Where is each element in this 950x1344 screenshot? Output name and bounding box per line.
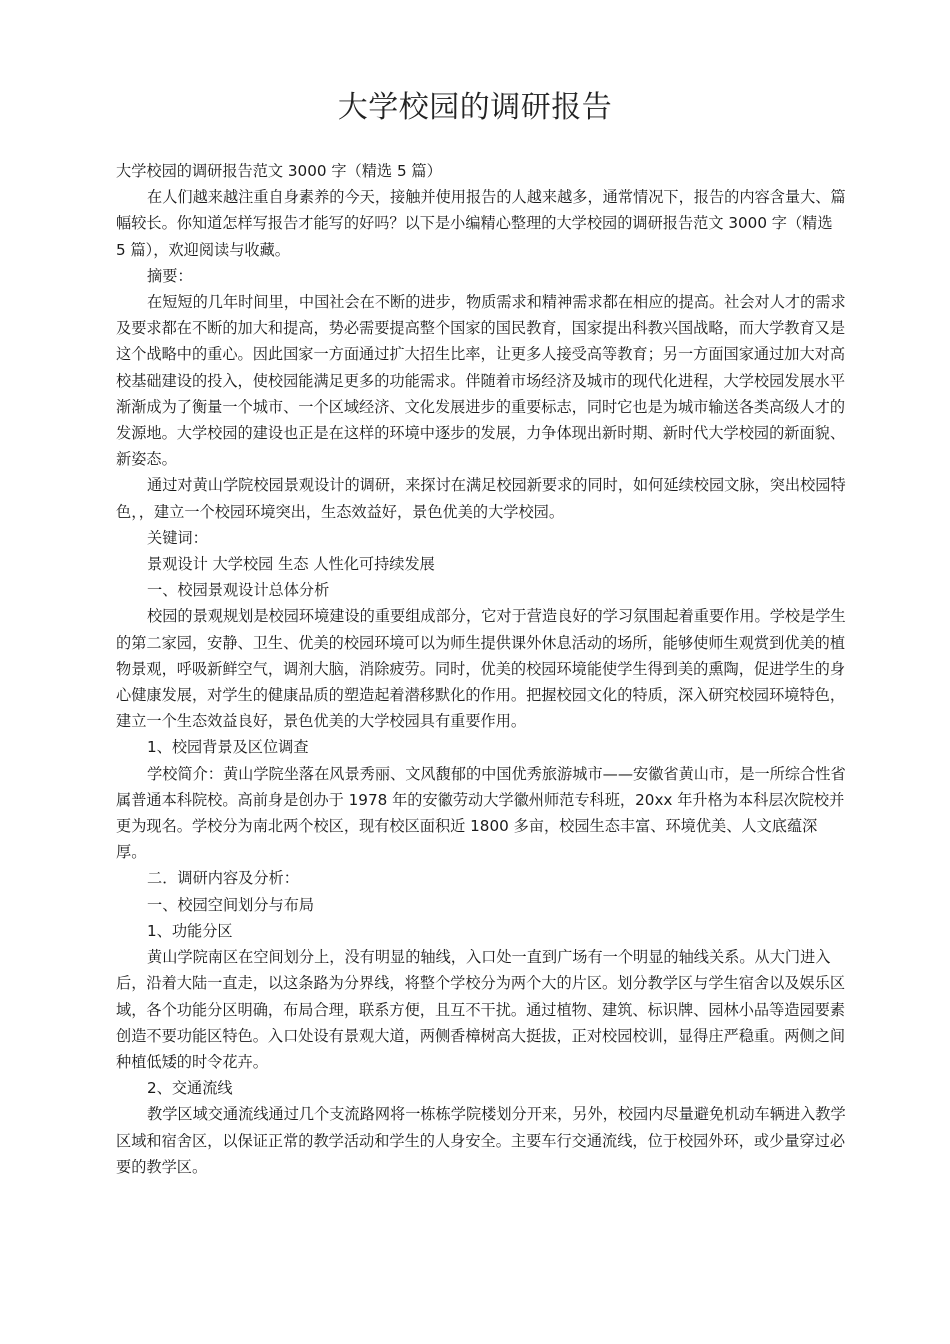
document-title: 大学校园的调研报告 xyxy=(337,90,613,125)
section-heading: 1、功能分区 xyxy=(147,921,233,940)
body-paragraph: 黄山学院南区在空间划分上，没有明显的轴线，入口处一直到广场有一个明显的轴线关系。从大门进入后，沿着大陆一直走，以这条路为分界线，将整个学校分为两个大的片区。划分教学区与学生宿舍以及娱乐区域，各个功能分区明确，布局合理，联系方便，且互不干扰。通过植物、建筑、标识牌、园林小品等造园要素创造不要功能区特色。入口处设有景观大道，两侧香樟树高大挺拔，正对校园校训，显得庄严稳重。两侧之间种植低矮的时令花卉。 xyxy=(116,948,845,1071)
section-heading: 二．调研内容及分析： xyxy=(147,869,299,888)
abstract-heading: 摘要： xyxy=(147,266,193,285)
keywords-heading: 关键词： xyxy=(147,528,208,547)
section-heading: 1、校园背景及区位调查 xyxy=(147,738,309,757)
document-body xyxy=(116,158,846,1180)
body-paragraph: 校园的景观规划是校园环境建设的重要组成部分，它对于营造良好的学习氛围起着重要作用。学校是学生的第二家园，安静、卫生、优美的校园环境可以为师生提供课外休息活动的场所，能够使师生观赏到优美的植物景观，呼吸新鲜空气，调剂大脑，消除疲劳。同时，优美的校园环境能使学生得到美的熏陶，促进学生的身心健康发展，对学生的健康品质的塑造起着潜移默化的作用。把握校园文化的特质，深入研究校园环境特色，建立一个生态效益良好，景色优美的大学校园具有重要作用。 xyxy=(116,607,846,731)
intro-paragraph: 在人们越来越注重自身素养的今天，接触并使用报告的人越来越多，通常情况下，报告的内容含量大、篇幅较长。你知道怎样写报告才能写的好吗？以下是小编精心整理的大学校园的调研报告范文 3000 字（精选 5 篇），欢迎阅读与收藏。 xyxy=(116,188,846,259)
abstract-paragraph: 通过对黄山学院校园景观设计的调研，来探讨在满足校园新要求的同时，如何延续校园文脉，突出校园特色，，建立一个校园环境突出，生态效益好，景色优美的大学校园。 xyxy=(116,476,846,521)
abstract-paragraph: 在短短的几年时间里，中国社会在不断的进步，物质需求和精神需求都在相应的提高。社会对人才的需求及要求都在不断的加大和提高，势必需要提高整个国家的国民教育，国家提出科教兴国战略，而大学教育又是这个战略中的重心。因此国家一方面通过扩大招生比率，让更多人接受高等教育；另一方面国家通过加大对高校基础建设的投入，使校园能满足更多的功能需求。伴随着市场经济及城市的现代化进程，大学校园发展水平渐渐成为了衡量一个城市、一个区域经济、文化发展进步的重要标志，同时它也是为城市输送各类高级人才的发源地。大学校园的建设也正是在这样的环境中逐步的发展，力争体现出新时期、新时代大学校园的新面貌、新姿态。 xyxy=(116,293,846,469)
body-paragraph: 学校简介：黄山学院坐落在风景秀丽、文风馥郁的中国优秀旅游城市——安徽省黄山市，是一所综合性省属普通本科院校。高前身是创办于 1978 年的安徽劳动大学徽州师范专科班，20xx 年升格为本科层次院校并更为现名。学校分为南北两个校区，现有校区面积近 1800 多亩，校园生态丰富、环境优美、人文底蕴深厚。 xyxy=(116,764,846,862)
subtitle-paragraph: 大学校园的调研报告范文 3000 字（精选 5 篇） xyxy=(116,162,442,180)
section-heading: 一、校园景观设计总体分析 xyxy=(147,581,330,600)
section-heading: 2、交通流线 xyxy=(147,1079,233,1098)
keywords-list: 景观设计 大学校园 生态 人性化可持续发展 xyxy=(147,555,435,574)
section-heading: 一、校园空间划分与布局 xyxy=(147,895,315,914)
body-paragraph: 教学区域交通流线通过几个支流路网将一栋栋学院楼划分开来，另外，校园内尽量避免机动车辆进入教学区域和宿舍区，以保证正常的教学活动和学生的人身安全。主要车行交通流线，位于校园外环，或少量穿过必要的教学区。 xyxy=(116,1105,846,1176)
